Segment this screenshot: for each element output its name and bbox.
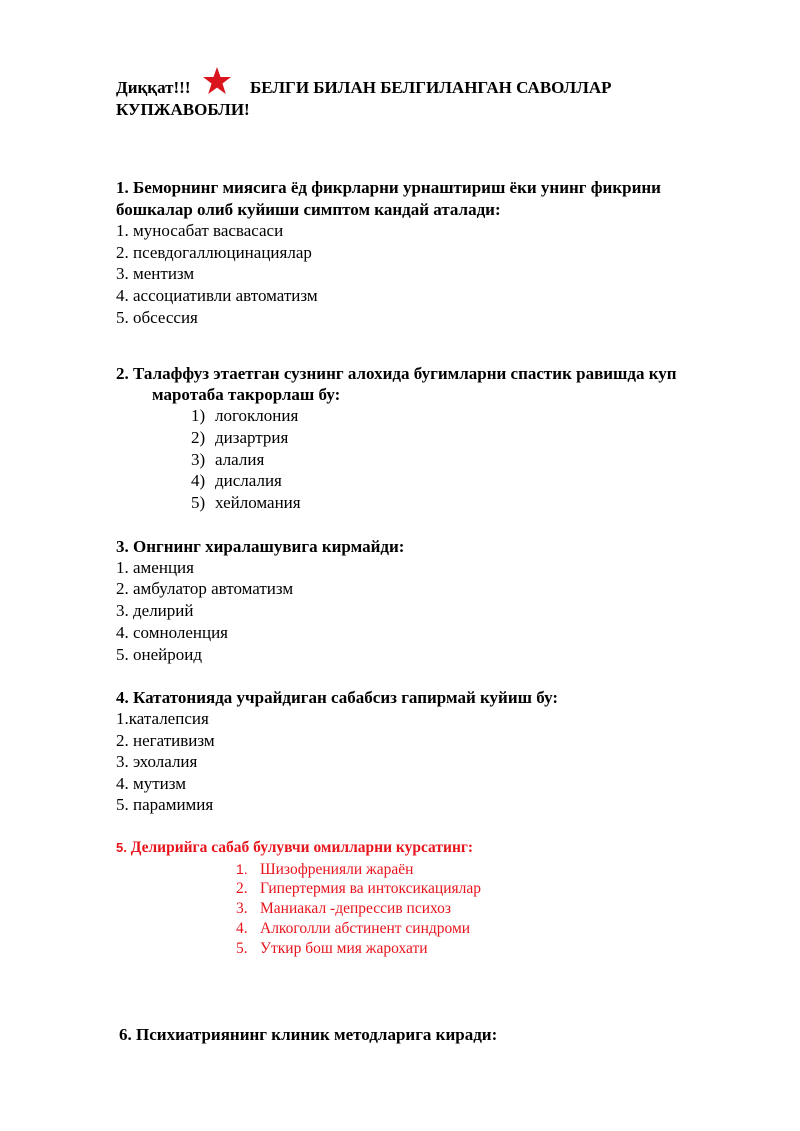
question-3-option-3: 3. делирий [116,601,194,620]
question-5-option-5: 5. Уткир бош мия жарохати [236,940,428,957]
question-5-option-4: 4. Алкоголли абстинент синдроми [236,920,471,937]
question-2-option-4: 4) дислалия [191,471,282,490]
question-4-option-4: 4. мутизм [116,774,187,793]
question-4-option-1: 1.каталепсия [116,709,209,728]
question-5-option-2: 2. Гипертермия ва интоксикациялар [236,880,482,897]
header-title-line1: БЕЛГИ БИЛАН БЕЛГИЛАНГАН САВОЛЛАР [250,78,612,97]
question-5-option-3: 3. Маниакал -депрессив психоз [236,900,452,917]
question-1-option-5: 5. обсессия [116,308,198,327]
attention-label: Диққат!!! [116,78,191,97]
question-3-option-5: 5. онейроид [116,645,202,664]
question-2-option-1: 1) логоклония [191,406,299,425]
question-1-title-line1: 1. Беморнинг миясига ёд фикрларни урнаштириш ёки унинг фикрини [116,178,661,197]
question-1-option-4: 4. ассоциативли автоматизм [116,286,318,305]
question-2-title-line1: 2. Талаффуз этаетган сузнинг алохида бугимларни спастик равишда куп [116,364,677,383]
question-5-title: 5. Делирийга сабаб булувчи омилларни курсатинг: [116,839,474,856]
question-3-option-2: 2. амбулатор автоматизм [116,579,294,598]
question-4-option-5: 5. парамимия [116,795,214,814]
question-2-option-2: 2) дизартрия [191,428,289,447]
header-title-line2: КУПЖАВОБЛИ! [116,100,250,119]
question-4-title: 4. Кататонияда учрайдиган сабабсиз гапирмай куйиш бу: [116,688,559,707]
question-1-title-line2: бошкалар олиб куйиши симптом кандай аталади: [116,200,501,219]
question-1-option-3: 3. ментизм [116,264,195,283]
question-4-option-3: 3. эхолалия [116,752,198,771]
question-2-option-3: 3) алалия [191,450,265,469]
question-5-option-1: 1. Шизофренияли жараён [236,861,414,878]
star-icon [202,66,232,96]
question-3-title: 3. Онгнинг хиралашувига кирмайди: [116,537,405,556]
question-6-title: 6. Психиатриянинг клиник методларига киради: [119,1025,498,1044]
question-3-option-1: 1. аменция [116,558,194,577]
question-3-option-4: 4. сомноленция [116,623,228,642]
question-1-option-2: 2. псевдогаллюцинациялар [116,243,312,262]
question-2-option-5: 5) хейломания [191,493,301,512]
question-1-option-1: 1. муносабат васвасаси [116,221,284,240]
question-4-option-2: 2. негативизм [116,731,215,750]
question-2-title-line2: маротаба такрорлаш бу: [152,385,341,404]
